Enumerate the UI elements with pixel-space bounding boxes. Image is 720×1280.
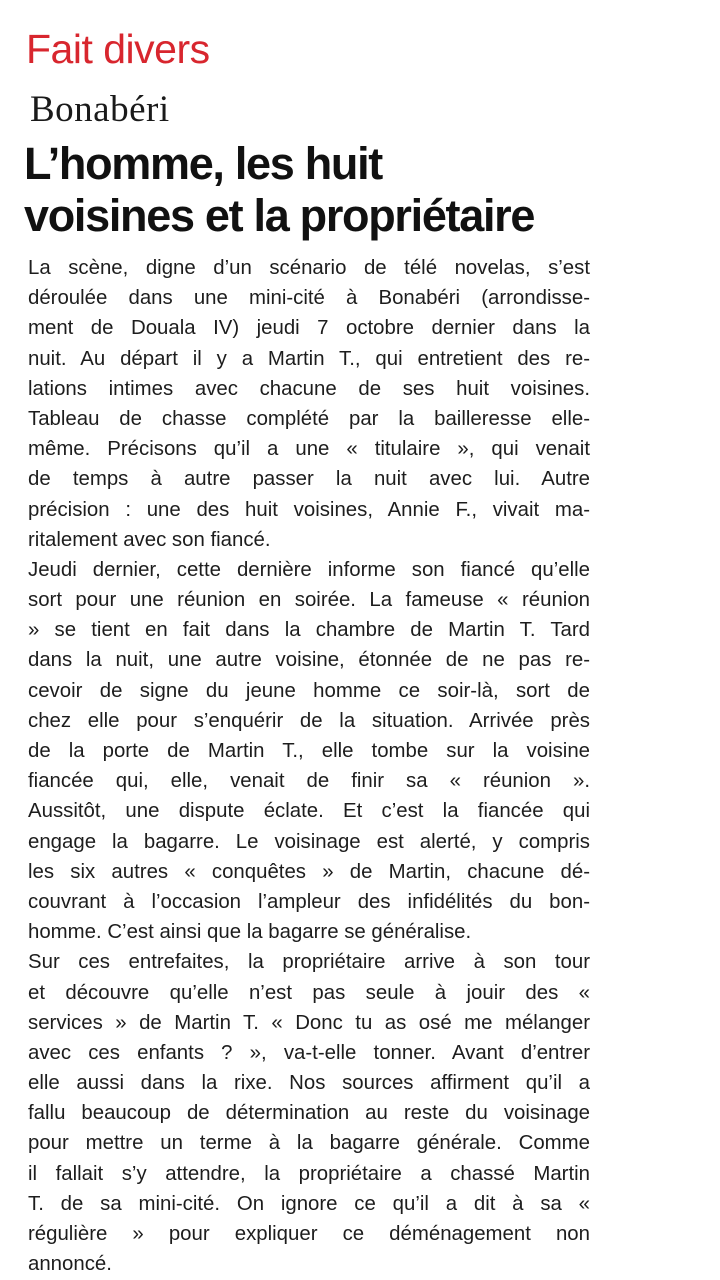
body-line: T. de sa mini-cité. On ignore ce qu’il a dit à sa « xyxy=(28,1192,590,1215)
body-line: Tableau de chasse complété par la bailleresse elle- xyxy=(28,407,590,430)
body-line: services » de Martin T. « Donc tu as osé me mélanger xyxy=(28,1011,590,1034)
body-line: Sur ces entrefaites, la propriétaire arrive à son tour xyxy=(28,951,590,974)
section-rubric: Fait divers xyxy=(26,26,210,72)
body-line: chez elle pour s’enquérir de la situation. Arrivée près xyxy=(28,709,590,732)
body-line: même. Précisons qu’il a une « titulaire », qui venait xyxy=(28,438,590,461)
article-body xyxy=(28,253,590,1279)
body-line: les six autres « conquêtes » de Martin, chacune dé- xyxy=(28,860,590,883)
headline-line: voisines et la propriétaire xyxy=(24,190,535,241)
body-line: » se tient en fait dans la chambre de Martin T. Tard xyxy=(28,619,590,642)
body-line: cevoir de signe du jeune homme ce soir-là, sort de xyxy=(28,679,590,702)
body-line: de temps à autre passer la nuit avec lui. Autre xyxy=(28,468,590,491)
body-line: engage la bagarre. Le voisinage est alerté, y compris xyxy=(28,830,590,853)
body-line: fallu beaucoup de détermination au reste du voisinage xyxy=(28,1102,590,1125)
body-line: régulière » pour expliquer ce déménagement non xyxy=(28,1223,590,1245)
body-line: La scène, digne d’un scénario de télé novelas, s’est xyxy=(28,257,590,279)
body-line: de la porte de Martin T., elle tombe sur la voisine xyxy=(28,740,590,762)
body-line: Aussitôt, une dispute éclate. Et c’est la fiancée qui xyxy=(28,800,590,823)
location-kicker: Bonabéri xyxy=(30,89,170,130)
body-line: Jeudi dernier, cette dernière informe son fiancé qu’elle xyxy=(28,558,590,581)
body-line: nuit. Au départ il y a Martin T., qui entretient des re- xyxy=(28,347,590,370)
body-line: homme. C’est ainsi que la bagarre se généralise. xyxy=(28,921,472,944)
body-line: dans la nuit, une autre voisine, étonnée de ne pas re- xyxy=(28,649,590,672)
body-line: couvrant à l’occasion l’ampleur des infidélités du bon- xyxy=(28,890,590,913)
body-line: elle aussi dans la rixe. Nos sources affirment qu’il a xyxy=(28,1072,590,1095)
body-line: avec ces enfants ? », va-t-elle tonner. Avant d’entrer xyxy=(28,1041,590,1064)
body-line: lations intimes avec chacune de ses huit voisines. xyxy=(28,377,590,400)
headline-line: L’homme, les huit xyxy=(24,138,382,189)
body-line: fiancée qui, elle, venait de finir sa « réunion ». xyxy=(28,770,590,793)
body-line: ment de Douala IV) jeudi 7 octobre dernier dans la xyxy=(28,317,590,340)
body-line: il fallait s’y attendre, la propriétaire a chassé Martin xyxy=(28,1162,590,1185)
body-line: sort pour une réunion en soirée. La fameuse « réunion xyxy=(28,589,590,612)
body-line: pour mettre un terme à la bagarre générale. Comme xyxy=(28,1132,590,1155)
article-headline xyxy=(24,138,714,242)
body-line: déroulée dans une mini-cité à Bonabéri (arrondisse- xyxy=(28,287,590,310)
body-line: ritalement avec son fiancé. xyxy=(28,528,271,551)
body-line: annoncé. xyxy=(28,1253,112,1276)
body-line: précision : une des huit voisines, Annie F., vivait ma- xyxy=(28,498,590,521)
body-line: et découvre qu’elle n’est pas seule à jouir des « xyxy=(28,981,590,1004)
